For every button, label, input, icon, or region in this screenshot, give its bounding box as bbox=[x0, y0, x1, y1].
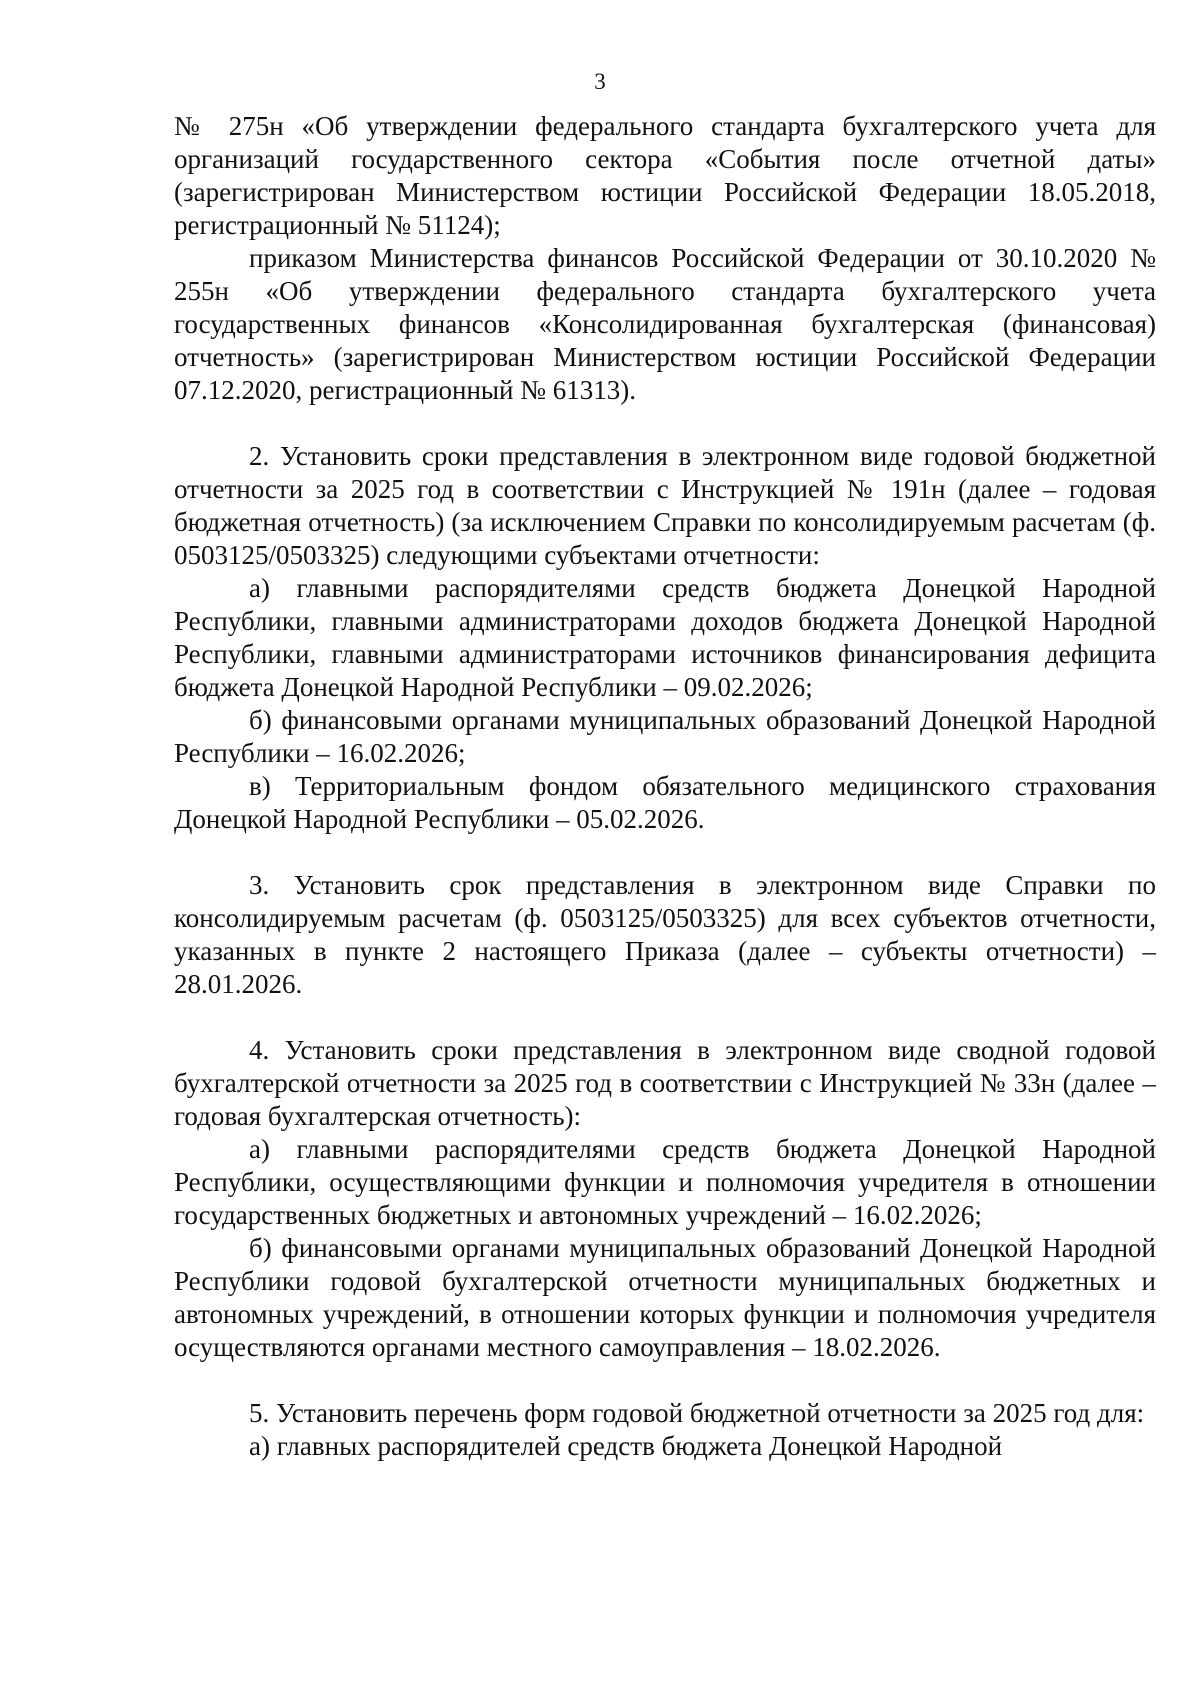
page-number: 3 bbox=[594, 69, 606, 94]
paragraph-clause-5: 5. Установить перечень форм годовой бюджетной отчетности за 2025 год для: bbox=[249, 1398, 1145, 1428]
paragraph-clause-4b: б) финансовыми органами муниципальных образований Донецкой Народной Республики годовой бухгалтерской отчетности муниципальных бюджетных и автономных учреждений, в отношении которых функции и полномочия учредителя осуществляются органами местного самоуправления – 18.02.2026. bbox=[174, 1233, 1156, 1362]
document-body bbox=[174, 110, 1156, 1463]
paragraph-clause-4a: а) главными распорядителями средств бюджета Донецкой Народной Республики, осуществляющими функции и полномочия учредителя в отношении государственных бюджетных и автономных учреждений – 16.02.2026; bbox=[174, 1134, 1156, 1230]
paragraph-clause-2a: а) главными распорядителями средств бюджета Донецкой Народной Республики, главными администраторами доходов бюджета Донецкой Народной Республики, главными администраторами источников финансирования дефицита бюджета Донецкой Народной Республики – 09.02.2026; bbox=[174, 573, 1156, 702]
paragraph-order-255n: приказом Министерства финансов Российской Федерации от 30.10.2020 № 255н «Об утверждении федерального стандарта бухгалтерского учета государственных финансов «Консолидированная бухгалтерская (финансовая) отчетность» (зарегистрирован Министерством юстиции Российской Федерации 07.12.2020, регистрационный № 61313). bbox=[174, 243, 1156, 405]
paragraph-clause-3: 3. Установить срок представления в электронном виде Справки по консолидируемым расчетам (ф. 0503125/0503325) для всех субъектов отчетности, указанных в пункте 2 настоящего Приказа (далее – субъекты отчетности) – 28.01.2026. bbox=[174, 870, 1156, 999]
paragraph-order-275n: № 275н «Об утверждении федерального стандарта бухгалтерского учета для организаций государственного сектора «События после отчетной даты» (зарегистрирован Министерством юстиции Российской Федерации 18.05.2018, регистрационный № 51124); bbox=[174, 111, 1156, 240]
paragraph-clause-4: 4. Установить сроки представления в электронном виде сводной годовой бухгалтерской отчетности за 2025 год в соответствии с Инструкцией № 33н (далее – годовая бухгалтерская отчетность): bbox=[174, 1035, 1156, 1131]
paragraph-clause-2b: б) финансовыми органами муниципальных образований Донецкой Народной Республики – 16.02.2026; bbox=[174, 705, 1156, 768]
paragraph-clause-5a: а) главных распорядителей средств бюджета Донецкой Народной bbox=[249, 1431, 1003, 1461]
paragraph-clause-2: 2. Установить сроки представления в электронном виде годовой бюджетной отчетности за 2025 год в соответствии с Инструкцией № 191н (далее – годовая бюджетная отчетность) (за исключением Справки по консолидируемым расчетам (ф. 0503125/0503325) следующими субъектами отчетности: bbox=[174, 441, 1156, 570]
paragraph-clause-2v: в) Территориальным фондом обязательного медицинского страхования Донецкой Народной Республики – 05.02.2026. bbox=[174, 771, 1156, 834]
